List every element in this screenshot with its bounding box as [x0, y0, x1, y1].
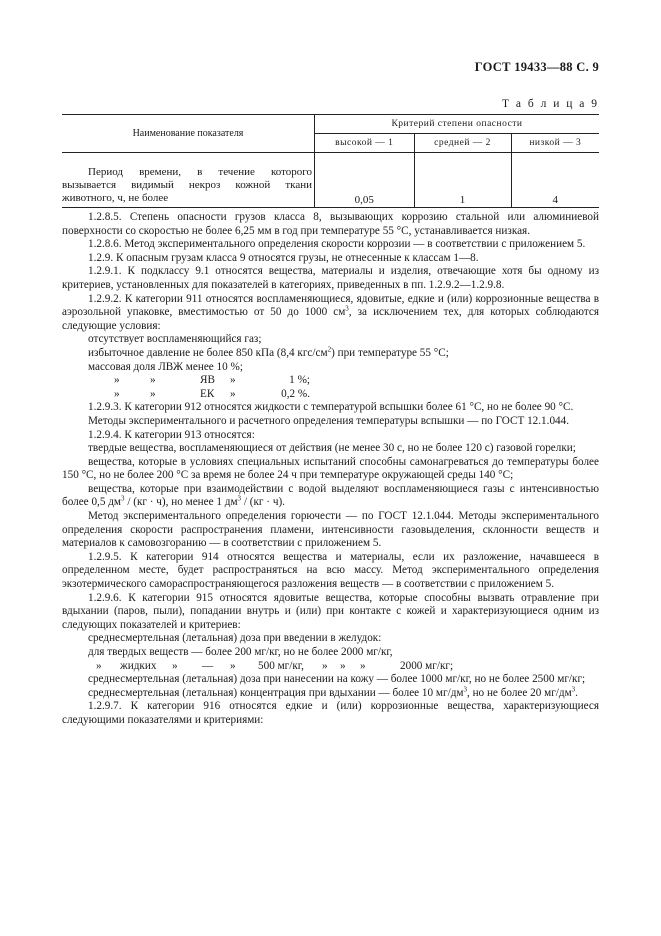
table-label: Т а б л и ц а 9	[501, 98, 599, 110]
column-header-group: Критерий степени опасности	[315, 115, 600, 134]
ditto-row: » » ЯВ » 1 %;	[114, 374, 310, 387]
paragraph: 1.2.8.6. Метод экспериментального определения скорости коррозии — в соответствии с приложением 5.	[88, 238, 586, 251]
ditto-row: » жидких » — » 500 мг/кг, » » » 2000 мг/кг;	[96, 659, 454, 672]
paragraph: избыточное давление не более 850 кПа (8,4 кгс/$см^2$) при температуре 55 °С;	[88, 345, 449, 359]
column-header-high: высокой — 1	[315, 134, 415, 153]
paragraph: Метод экспериментального определения горючести — по ГОСТ 12.1.044. Методы экспериментального определения скорости распространения пламени, интенсивности газовыделения, склонности веществ и материалов к самовозгоранию — в соответствии с приложением 5.	[62, 510, 599, 550]
paragraph: твердые вещества, воспламеняющиеся от действия (не менее 30 с, но не более 120 с) газовой горелки;	[88, 442, 576, 455]
column-header-name: Наименование показателя	[62, 115, 315, 153]
paragraph: вещества, которые при взаимодействии с водой выделяют воспламеняющиеся газы с интенсивностью более 0,5 $дм^3 / (кг \cdot ч)$, но менее 1 $дм^3 / (кг \cdot ч)$.	[62, 482, 599, 509]
paragraph: среднесмертельная (летальная) доза при нанесении на кожу — более 1000 мг/кг, но не более 2500 мг/кг;	[88, 673, 586, 686]
column-header-low: низкой — 3	[511, 134, 599, 153]
ditto-row: » » ЕК » 0,2 %.	[114, 387, 310, 400]
paragraph: вещества, которые в условиях специальных испытаний способны самонагреваться до температуры более 150 °С, но не более 200 °С за время не более 24 ч при температуре окружающей среды 140 °С;	[62, 455, 599, 482]
paragraph: отсутствует воспламеняющийся газ;	[88, 333, 262, 346]
row-name: Период времени, в течение которого вызывается видимый некроз кожной ткани животного, ч, не более	[62, 153, 315, 208]
body-text	[62, 211, 599, 728]
paragraph: 1.2.8.5. Степень опасности грузов класса 8, вызывающих коррозию стальной или алюминиевой поверхности со скоростью не более 6,25 мм в год при температуре 55 °С, устанавливается низкая.	[62, 211, 599, 237]
table-row	[62, 153, 599, 208]
paragraph: 1.2.9.6. К категории 915 относятся ядовитые вещества, которые способны вызвать отравление при вдыхании (паров, пыли), попадании внутрь и (или) при контакте с кожей и характеризующиеся одним из следующих показателей и критериев:	[62, 591, 599, 631]
value-high: 0,05	[315, 153, 415, 208]
value-medium: 1	[414, 153, 511, 208]
paragraph: для твердых веществ — более 200 мг/кг, но не более 2000 мг/кг,	[88, 646, 393, 658]
paragraph: среднесмертельная (летальная) доза при введении в желудок:	[88, 632, 382, 645]
page-header: ГОСТ 19433—88 С. 9	[474, 60, 599, 74]
paragraph: 1.2.9.2. К категории 911 относятся воспламеняющиеся, ядовитые, едкие и (или) коррозионные вещества в аэрозольной упаковке, вместимостью от 50 до 1000 $см^3$, за исключением тех, для которых соблюдаются следующие условия:	[62, 292, 599, 332]
paragraph: 1.2.9. К опасным грузам класса 9 относятся грузы, не отнесенные к классам 1—8.	[88, 251, 479, 264]
paragraph: среднесмертельная (летальная) концентрация при вдыхании — более 10 $мг/дм^3$, но не более 20 $мг/дм^3$.	[88, 685, 578, 699]
paragraph: 1.2.9.3. К категории 912 относятся жидкости с температурой вспышки более 61 °С, но не более 90 °С.	[88, 401, 574, 414]
paragraph: 1.2.9.1. К подклассу 9.1 относятся вещества, материалы и изделия, отвечающие хотя бы одному из критериев, установленных для показателей в категориях, приведенных в пп. 1.2.9.2—1.2.9.8.	[62, 265, 599, 291]
paragraph: массовая доля ЛВЖ менее 10 %;	[88, 360, 243, 373]
paragraph: 1.2.9.4. К категории 913 относятся:	[88, 428, 255, 441]
criteria-table	[62, 114, 599, 208]
value-low: 4	[511, 153, 599, 208]
paragraph: 1.2.9.5. К категории 914 относятся вещества и материалы, если их разложение, начавшееся в определенном месте, будет распространяться на всю массу. Метод экспериментального определения экзотермического самораспространяющегося разложения веществ — в соответствии с приложением 5.	[62, 550, 599, 591]
column-header-medium: средней — 2	[414, 134, 511, 153]
paragraph: Методы экспериментального и расчетного определения температуры вспышки — по ГОСТ 12.1.044.	[88, 414, 570, 427]
paragraph: 1.2.9.7. К категории 916 относятся едкие и (или) коррозионные вещества, характеризующиеся следующими показателями и критериями:	[62, 700, 599, 726]
